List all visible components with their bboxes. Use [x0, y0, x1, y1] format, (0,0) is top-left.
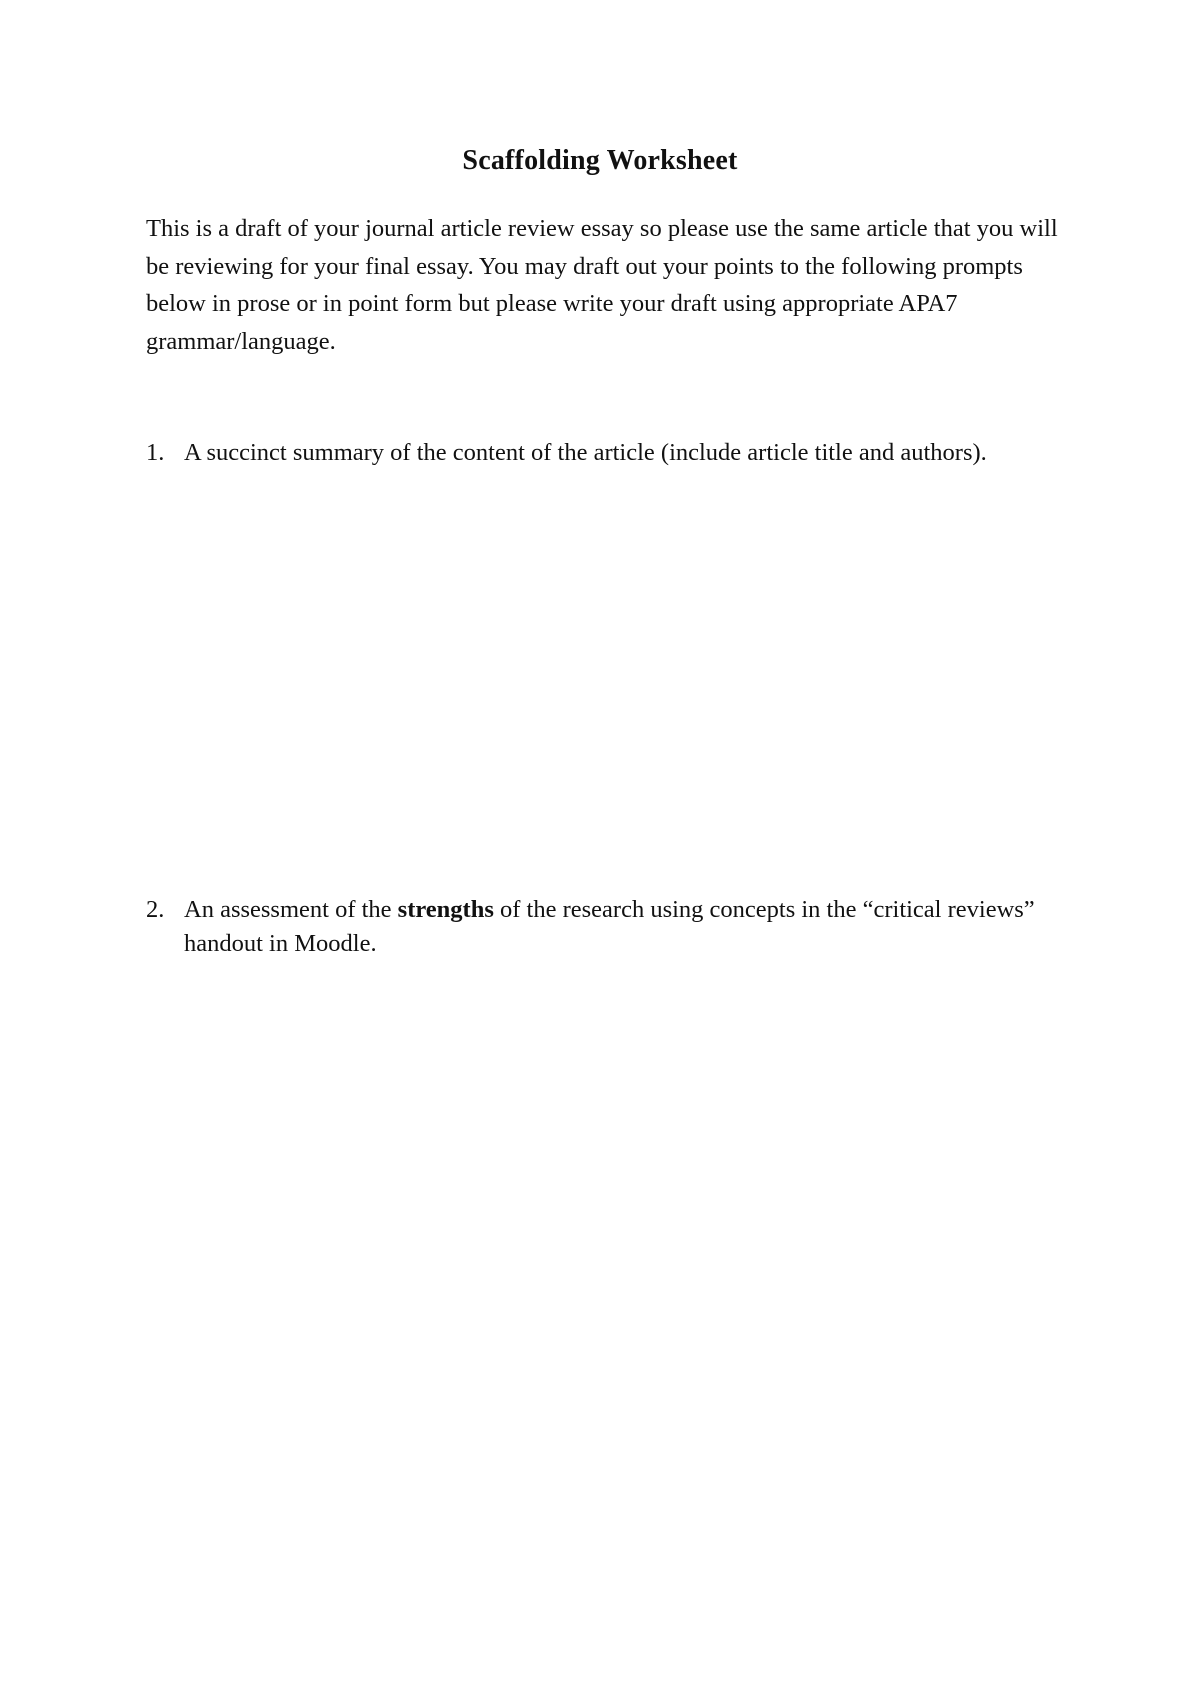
- prompt-text: A succinct summary of the content of the article (include article title and authors).: [184, 439, 987, 466]
- prompt-text-after: of the research using concepts in the “critical reviews” handout in Moodle.: [184, 896, 1035, 957]
- prompt-text-before: An assessment of the: [184, 896, 398, 923]
- prompt-item-1: [146, 436, 1076, 470]
- intro-paragraph: This is a draft of your journal article review essay so please use the same article that you will be reviewing for your final essay. You may draft out your points to the following prompts below in prose or in point form but please write your draft using appropriate APA7 grammar/language.: [146, 215, 1058, 355]
- prompt-text: [184, 893, 1076, 961]
- page-title: Scaffolding Worksheet: [462, 145, 738, 176]
- prompt-number: 1.: [146, 439, 165, 466]
- prompt-item-2: [146, 893, 1076, 961]
- prompt-emphasis: strengths: [397, 896, 494, 923]
- prompt-number: 2.: [146, 896, 165, 923]
